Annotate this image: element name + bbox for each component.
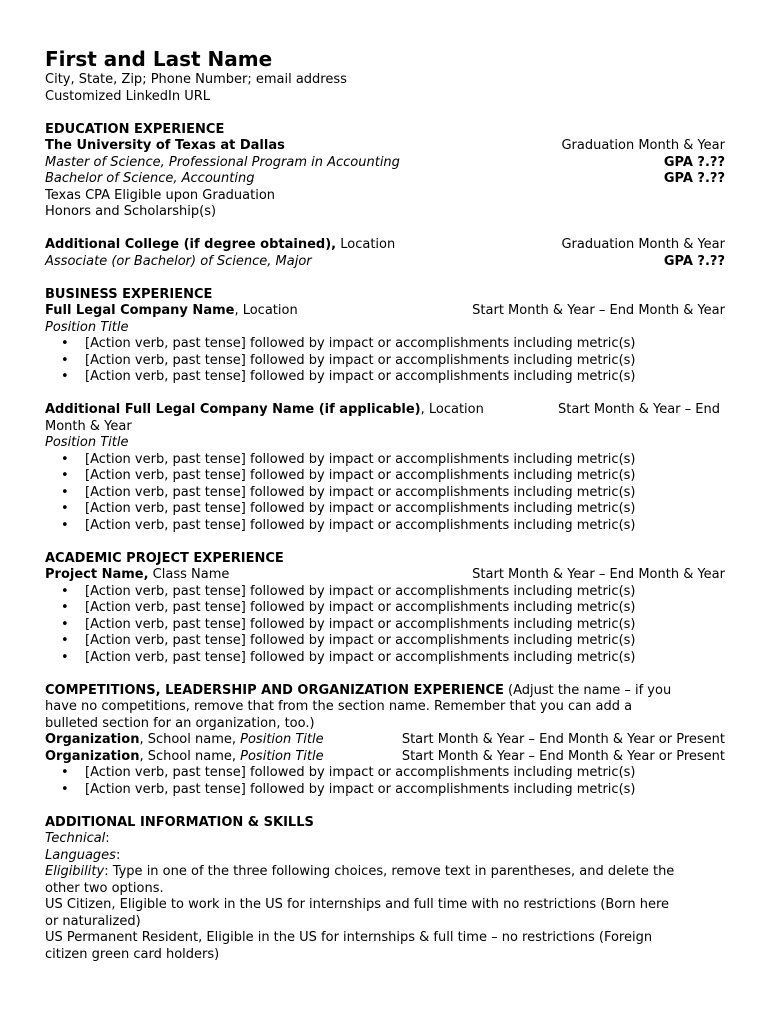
graduation-date: Graduation Month & Year [561,138,725,153]
list-item: • [Action verb, past tense] followed by impact or accomplishments including metric(s) [45,468,725,485]
gpa-masters: GPA ?.?? [663,154,725,170]
project-row [45,567,725,584]
company-dates-continued: Month & Year [45,418,132,434]
organization-name: Organization [45,732,140,747]
languages-line: Languages: [45,847,121,863]
company-dates: Start Month & Year – End [557,402,720,417]
company-location: , Location [420,402,484,417]
list-item: • [Action verb, past tense] followed by impact or accomplishments including metric(s) [45,336,725,353]
organization-dates: Start Month & Year – End Month & Year or Present [401,748,725,764]
position-title: Position Title [45,319,129,335]
gpa-bachelors: GPA ?.?? [663,171,725,186]
organization-row [45,732,725,749]
organization-position: Position Title [240,732,324,747]
organization-name: Organization [45,748,140,764]
honors-note: Honors and Scholarship(s) [45,204,217,219]
list-item: • [Action verb, past tense] followed by impact or accomplishments including metric(s) [45,600,725,617]
organization-position: Position Title [240,748,324,764]
contact-info: City, State, Zip; Phone Number; email address [45,72,347,87]
competitions-heading: COMPETITIONS, LEADERSHIP AND ORGANIZATION EXPERIENCE [45,682,504,698]
organization [45,732,324,749]
citizen-option: US Citizen, Eligible to work in the US for internships and full time with no restrictions (Born here [45,897,669,912]
competitions-note-line: have no competitions, remove that from the section name. Remember that you can add a [45,699,633,714]
bullet-list [45,336,725,386]
project [45,567,229,584]
academic-heading: ACADEMIC PROJECT EXPERIENCE [45,550,284,566]
organization-school: , School name, [139,732,241,747]
organization [45,749,324,766]
project-name: Project Name, [45,567,149,582]
company-location: , Location [234,303,298,318]
cpa-note: Texas CPA Eligible upon Graduation [45,187,276,203]
additional-graduation-date: Graduation Month & Year [561,237,725,252]
additional-college [45,237,395,254]
education-heading: EDUCATION EXPERIENCE [45,121,225,137]
list-item: • [Action verb, past tense] followed by impact or accomplishments including metric(s) [45,485,725,502]
company-dates: Start Month & Year – End Month & Year [472,303,725,318]
company-name: Additional Full Legal Company Name (if applicable) [45,402,421,417]
competitions-heading-line [45,683,725,700]
bullet-list [45,765,725,798]
competitions-note-line: bulleted section for an organization, too.) [45,715,315,731]
list-item: • [Action verb, past tense] followed by impact or accomplishments including metric(s) [45,369,725,386]
company-name: Full Legal Company Name [45,303,235,318]
list-item: • [Action verb, past tense] followed by impact or accomplishments including metric(s) [45,633,725,650]
list-item: • [Action verb, past tense] followed by impact or accomplishments including metric(s) [45,782,725,799]
list-item: • [Action verb, past tense] followed by impact or accomplishments including metric(s) [45,650,725,667]
additional-college-name: Additional College (if degree obtained), [45,237,337,252]
languages-label: Languages [45,847,116,863]
additional-college-row [45,237,725,254]
technical-label: Technical [45,831,106,846]
education-school-row [45,138,725,155]
bullet-list [45,452,725,535]
list-item: • [Action verb, past tense] followed by impact or accomplishments including metric(s) [45,617,725,634]
class-name: Class Name [148,567,230,582]
eligibility-label: Eligibility [45,864,105,879]
additional-degree-row [45,254,725,271]
eligibility-line [45,864,725,881]
degree-masters: Master of Science, Professional Program in Accounting [45,154,400,170]
linkedin-url: Customized LinkedIn URL [45,88,211,104]
eligibility-text-continued: other two options. [45,880,164,896]
eligibility-text: : Type in one of the three following choices, remove text in parentheses, and delete the [104,864,675,879]
organization-dates: Start Month & Year – End Month & Year or Present [401,732,725,747]
company [45,303,298,320]
organization-school: , School name, [139,748,241,764]
full-name: First and Last Name [45,47,273,71]
additional-degree: Associate (or Bachelor) of Science, Major [45,253,312,269]
degree-bachelors: Bachelor of Science, Accounting [45,171,255,186]
degree-row [45,155,725,172]
bullet-list [45,584,725,667]
additional-college-location: Location [336,237,396,252]
resident-option: US Permanent Resident, Eligible in the US for internships & full time – no restrictions (Foreign [45,930,653,945]
company [45,402,484,419]
competitions-note: (Adjust the name – if you [503,682,672,698]
additional-gpa: GPA ?.?? [663,253,725,269]
company-row [45,402,725,419]
citizen-option-continued: or naturalized) [45,913,141,929]
list-item: • [Action verb, past tense] followed by impact or accomplishments including metric(s) [45,452,725,469]
school-name: The University of Texas at Dallas [45,138,285,153]
list-item: • [Action verb, past tense] followed by impact or accomplishments including metric(s) [45,501,725,518]
list-item: • [Action verb, past tense] followed by impact or accomplishments including metric(s) [45,518,725,535]
list-item: • [Action verb, past tense] followed by impact or accomplishments including metric(s) [45,765,725,782]
list-item: • [Action verb, past tense] followed by impact or accomplishments including metric(s) [45,584,725,601]
degree-row [45,171,725,188]
organization-row [45,749,725,766]
list-item: • [Action verb, past tense] followed by impact or accomplishments including metric(s) [45,353,725,370]
resident-option-continued: citizen green card holders) [45,946,220,962]
project-dates: Start Month & Year – End Month & Year [472,567,725,582]
additional-heading: ADDITIONAL INFORMATION & SKILLS [45,814,314,830]
technical-line: Technical: [45,831,110,846]
company-row [45,303,725,320]
business-heading: BUSINESS EXPERIENCE [45,286,213,302]
position-title: Position Title [45,435,129,450]
